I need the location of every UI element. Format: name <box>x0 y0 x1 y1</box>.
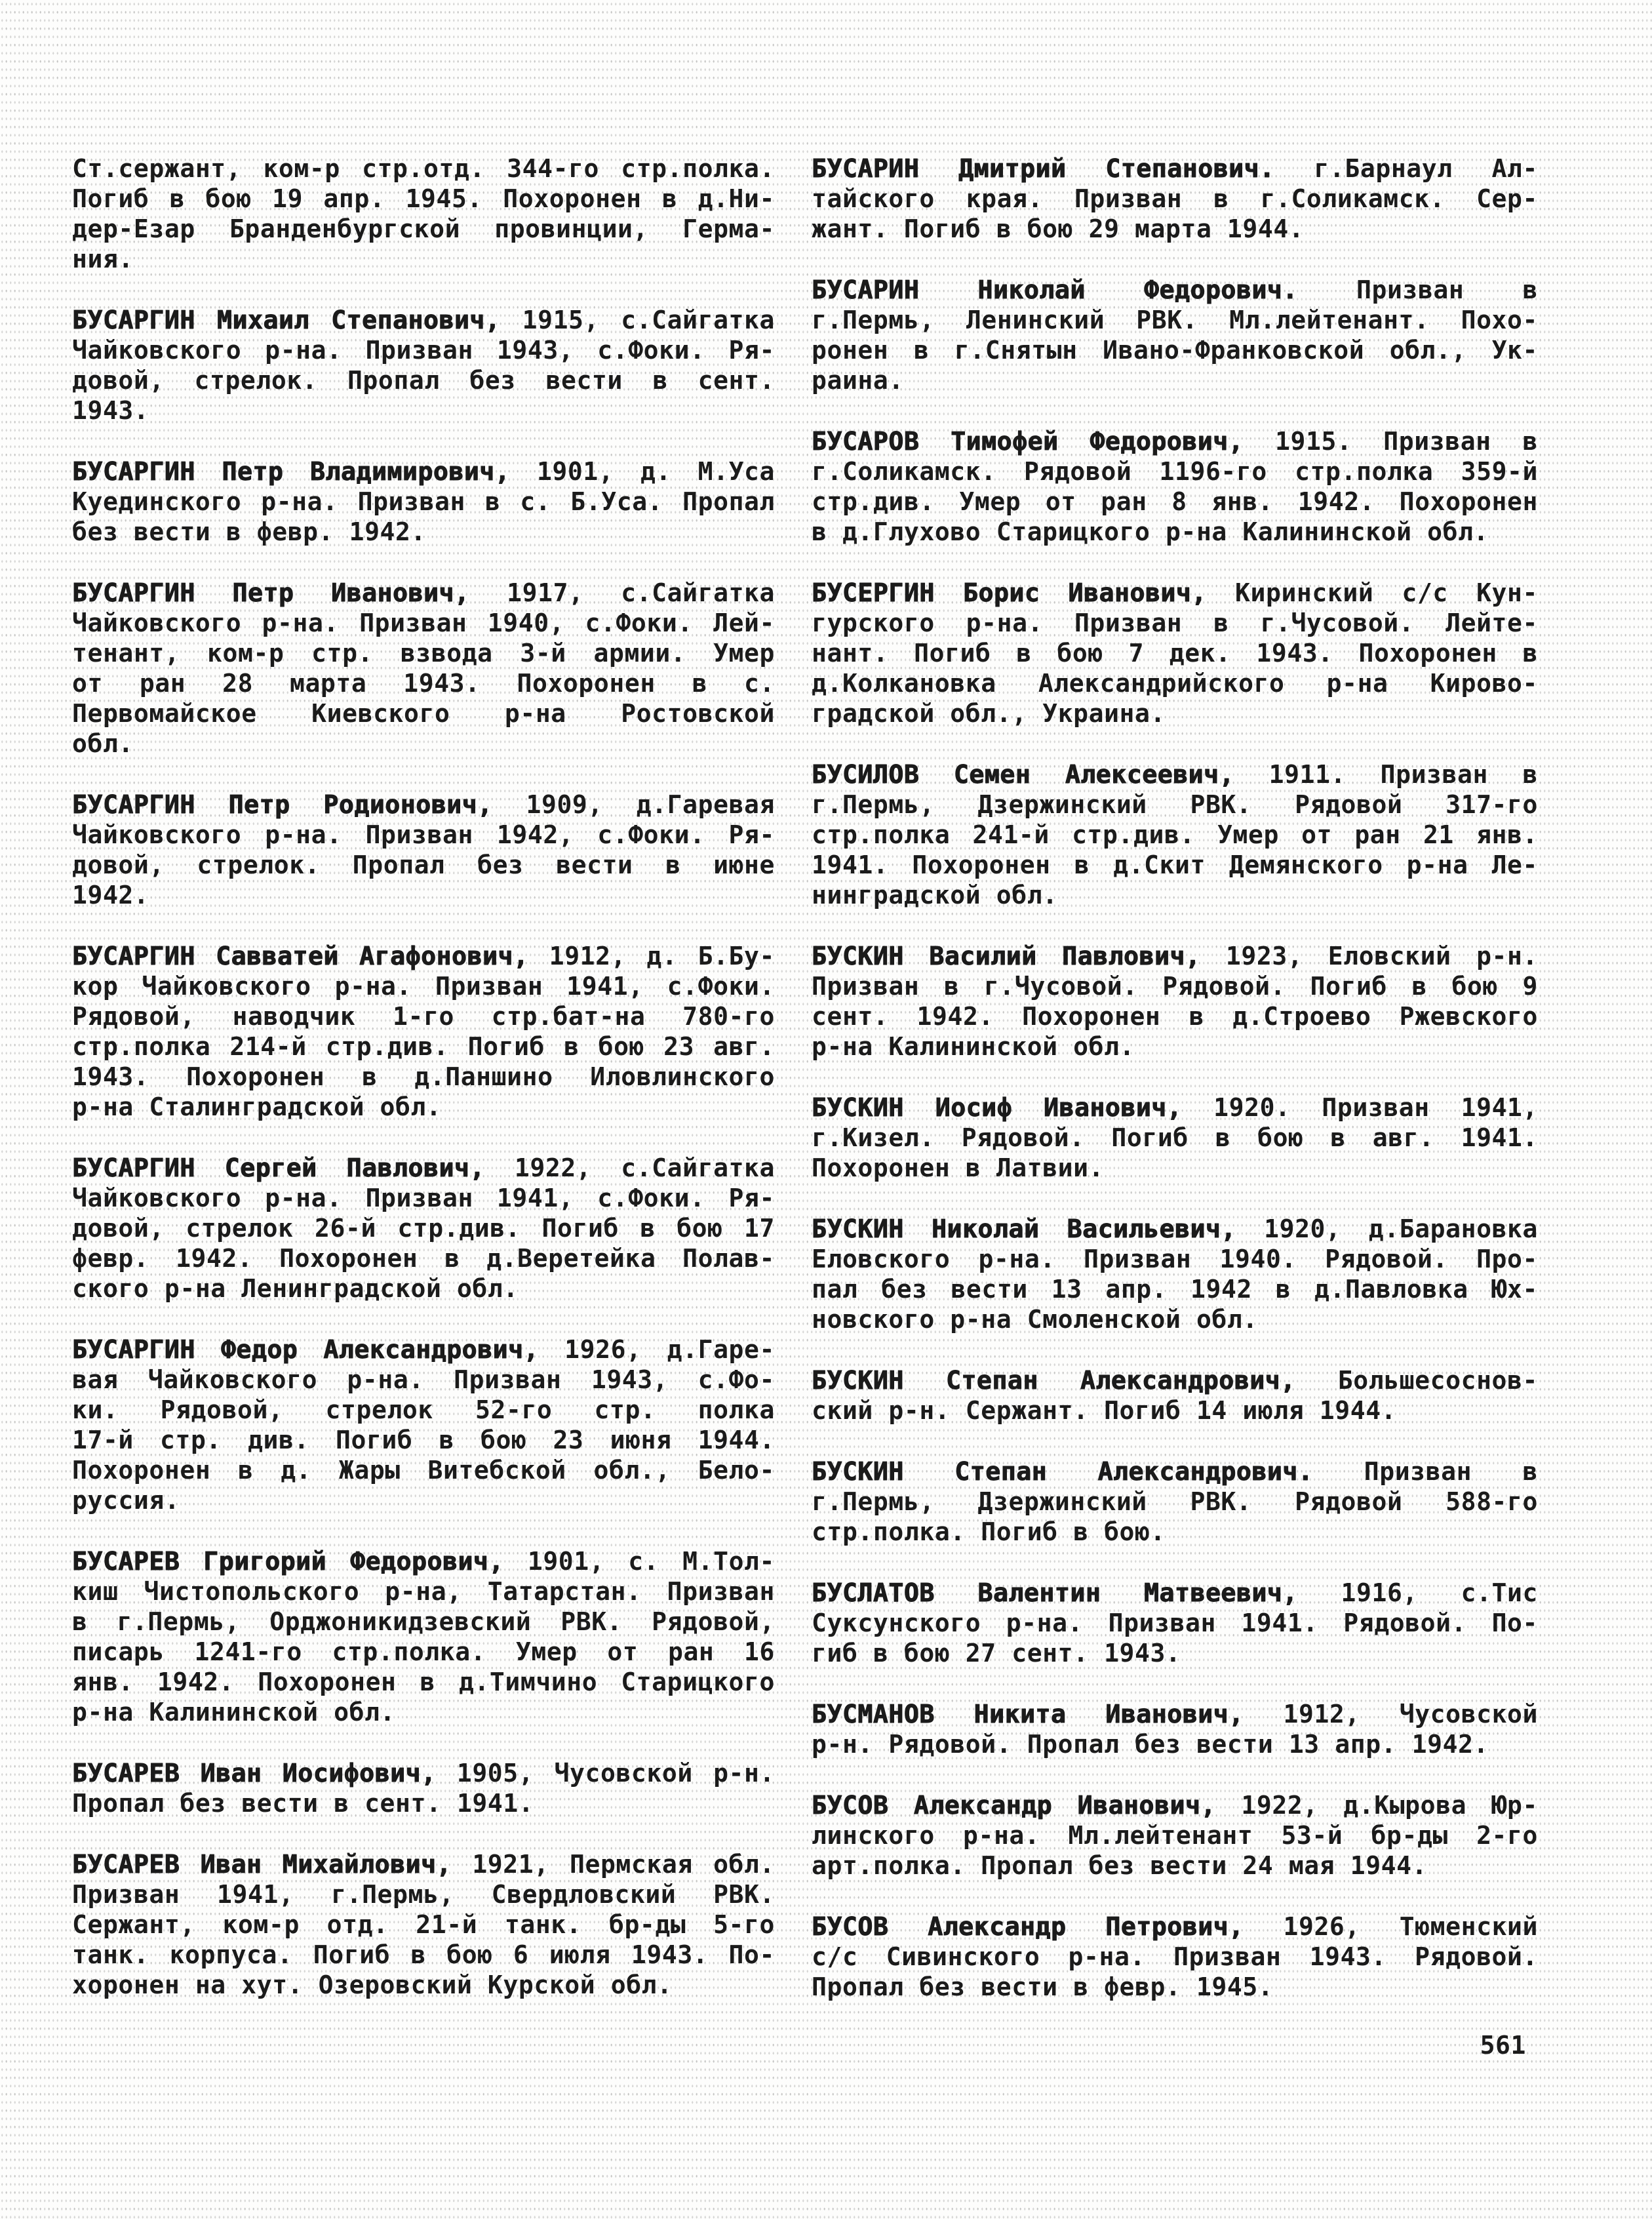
entry-line-text: 1923, Еловский р-н. <box>1200 942 1538 970</box>
memorial-entry <box>812 1790 1538 1881</box>
memorial-entry <box>812 1365 1538 1426</box>
entry-line <box>812 1790 1538 1820</box>
entry-line <box>812 578 1538 608</box>
entry-line: дер-Езар Бранденбургской провинции, Герма- <box>72 214 775 243</box>
entry-line: Чайковского р-на. Призван 1940, с.Фоки. Лей- <box>72 609 775 637</box>
entry-name: БУСОВ Александр Иванович, <box>812 1791 1216 1820</box>
entry-line-text: 1920. Призван 1941, <box>1182 1093 1539 1122</box>
entry-line: линского р-на. Мл.лейтенант 53-й бр-ды 2-го <box>812 1821 1538 1850</box>
memorial-entry <box>72 153 775 274</box>
entry-name: БУСКИН Николай Васильевич, <box>812 1214 1236 1243</box>
memorial-entry <box>812 1214 1538 1334</box>
entry-line: Еловского р-на. Призван 1940. Рядовой. Про- <box>812 1245 1538 1273</box>
entry-line <box>72 456 775 487</box>
entry-line-text: 1922, д.Кырова Юр- <box>1215 1791 1538 1820</box>
entry-line: февр. 1942. Похоронен в д.Веретейка Полав- <box>72 1244 775 1273</box>
entry-line: ния. <box>72 245 134 273</box>
entry-line: нант. Погиб в бою 7 дек. 1943. Похоронен в <box>812 639 1538 668</box>
entry-line: Сержант, ком-р отд. 21-й танк. бр-ды 5-го <box>72 1910 775 1939</box>
entry-line: сент. 1942. Похоронен в д.Строево Ржевского <box>812 1002 1538 1031</box>
entry-line: янв. 1942. Похоронен в д.Тимчино Старицкого <box>72 1668 775 1696</box>
entry-line <box>812 426 1538 456</box>
memorial-entry <box>72 456 775 547</box>
entry-line: арт.полка. Пропал без вести 24 мая 1944. <box>812 1851 1428 1880</box>
entry-name: БУСОВ Александр Петрович, <box>812 1912 1244 1941</box>
entry-line: г.Пермь, Дзержинский РВК. Рядовой 588-го <box>812 1487 1538 1516</box>
entry-line-text: Киринский с/с Кун- <box>1206 578 1538 607</box>
entry-line <box>72 1153 775 1183</box>
entry-line: ский р-н. Сержант. Погиб 14 июля 1944. <box>812 1396 1397 1425</box>
entry-line: писарь 1241-го стр.полка. Умер от ран 16 <box>72 1637 775 1666</box>
entry-name: БУСАРГИН Петр Родионович, <box>72 790 493 819</box>
entry-name: БУСАРЕВ Григорий Федорович, <box>72 1547 504 1576</box>
entry-name: БУСМАНОВ Никита Иванович, <box>812 1700 1244 1729</box>
memorial-entry <box>72 941 775 1122</box>
entry-name: БУСКИН Иосиф Иванович, <box>812 1093 1183 1122</box>
entry-line: пал без вести 13 апр. 1942 в д.Павловка Юх- <box>812 1275 1538 1304</box>
entry-line <box>812 1365 1538 1395</box>
entry-line: хоронен на хут. Озеровский Курской обл. <box>72 1970 673 1999</box>
entry-line: Погиб в бою 19 апр. 1945. Похоронен в д.Ни- <box>72 184 775 213</box>
entry-line-text: 1926, Тюменский <box>1244 1912 1538 1941</box>
entry-line <box>72 1758 775 1788</box>
entry-line-text: 1901, д. М.Уса <box>510 457 776 486</box>
entry-name: БУСАРИН Дмитрий Степанович. <box>812 154 1275 183</box>
entry-line: ского р-на Ленинградской обл. <box>72 1274 519 1303</box>
memorial-entry <box>72 305 775 426</box>
memorial-entry <box>812 1911 1538 2002</box>
memorial-entry <box>812 578 1538 729</box>
entry-name: БУСЛАТОВ Валентин Матвеевич, <box>812 1578 1298 1607</box>
entry-name: БУСАРГИН Федор Александрович, <box>72 1335 540 1364</box>
entry-line: Куединского р-на. Призван в с. Б.Уса. Пропал <box>72 487 775 516</box>
entry-line: киш Чистопольского р-на, Татарстан. Призван <box>72 1577 775 1606</box>
memorial-entry <box>72 1334 775 1515</box>
entry-line: новского р-на Смоленской обл. <box>812 1305 1258 1334</box>
entry-line: Суксунского р-на. Призван 1941. Рядовой. По- <box>812 1609 1538 1637</box>
entry-line: стр.полка. Погиб в бою. <box>812 1517 1166 1546</box>
entry-line: в д.Глухово Старицкого р-на Калининской обл. <box>812 517 1489 546</box>
page-number: 561 <box>1480 2031 1526 2060</box>
entry-line: гиб в бою 27 сент. 1943. <box>812 1639 1181 1668</box>
entry-line-text: Большесоснов- <box>1295 1366 1538 1395</box>
entry-line <box>812 1214 1538 1244</box>
entry-name: БУСАРЕВ Иван Михайлович, <box>72 1850 452 1879</box>
entry-line-text: г.Барнаул Ал- <box>1274 154 1538 183</box>
entry-line: гурского р-на. Призван в г.Чусовой. Лейте- <box>812 609 1538 637</box>
entry-line: д.Колкановка Александрийского р-на Кирово- <box>812 669 1538 698</box>
entry-line: Призван в г.Чусовой. Рядовой. Погиб в бою 9 <box>812 972 1538 1001</box>
left-text-column <box>72 153 775 2031</box>
entry-line: без вести в февр. 1942. <box>72 517 426 546</box>
entry-line: Ст.сержант, ком-р стр.отд. 344-го стр.полка. <box>72 154 775 183</box>
entry-line: р-на Калининской обл. <box>72 1698 396 1727</box>
entry-line: жант. Погиб в бою 29 марта 1944. <box>812 214 1305 243</box>
entry-line <box>72 1546 775 1576</box>
entry-line: градской обл., Украина. <box>812 699 1166 728</box>
entry-line-text: 1917, с.Сайгатка <box>469 578 775 607</box>
entry-line: 17-й стр. див. Погиб в бою 23 июня 1944. <box>72 1426 775 1454</box>
entry-line <box>812 941 1538 971</box>
entry-name: БУСАРОВ Тимофей Федорович, <box>812 427 1244 456</box>
memorial-entry <box>812 426 1538 547</box>
entry-name: БУСКИН Василий Павлович, <box>812 942 1201 970</box>
entry-name: БУСКИН Степан Александрович, <box>812 1366 1296 1395</box>
entry-line: г.Пермь, Дзержинский РВК. Рядовой 317-го <box>812 790 1538 819</box>
memorial-entry <box>72 1758 775 1818</box>
entry-line-text: 1905, Чусовской р-н. <box>436 1759 775 1788</box>
memorial-entry <box>72 1849 775 2000</box>
entry-line-text: 1911. Призван в <box>1234 760 1538 789</box>
right-text-column <box>812 153 1538 2033</box>
entry-line: Первомайское Киевского р-на Ростовской <box>72 699 775 728</box>
entry-line: р-н. Рядовой. Пропал без вести 13 апр. 1942. <box>812 1730 1489 1759</box>
entry-line: Призван 1941, г.Пермь, Свердловский РВК. <box>72 1880 775 1909</box>
memorial-entry <box>72 1546 775 1727</box>
entry-name: БУСАРИН Николай Федорович. <box>812 275 1298 304</box>
entry-name: БУСИЛОВ Семен Алексеевич, <box>812 760 1235 789</box>
memorial-entry <box>812 275 1538 395</box>
entry-line-text: Призван в <box>1313 1457 1538 1486</box>
entry-line: г.Пермь, Ленинский РВК. Мл.лейтенант. Похо- <box>812 306 1538 334</box>
entry-line: тайского края. Призван в г.Соликамск. Сер- <box>812 184 1538 213</box>
entry-line-text: 1901, с. М.Тол- <box>503 1547 775 1576</box>
entry-line: раина. <box>812 366 904 395</box>
entry-line: 1942. <box>72 881 149 910</box>
memorial-entry <box>812 1092 1538 1183</box>
entry-line: с/с Сивинского р-на. Призван 1943. Рядовой. <box>812 1942 1538 1971</box>
entry-line: от ран 28 марта 1943. Похоронен в с. <box>72 669 775 698</box>
entry-line: ронен в г.Снятын Ивано-Франковской обл., Ук- <box>812 336 1538 365</box>
entry-line <box>72 305 775 335</box>
entry-name: БУСАРГИН Михаил Степанович, <box>72 306 501 334</box>
entry-line <box>72 790 775 820</box>
entry-line-text: 1909, д.Гаревая <box>492 790 775 819</box>
entry-line: р-на Сталинградской обл. <box>72 1092 442 1121</box>
entry-line-text: 1920, д.Барановка <box>1236 1214 1538 1243</box>
memorial-entry <box>72 790 775 910</box>
memorial-entry <box>812 941 1538 1062</box>
entry-line <box>812 275 1538 305</box>
entry-line-text: 1916, с.Тис <box>1297 1578 1538 1607</box>
entry-line: кор Чайковского р-на. Призван 1941, с.Фоки. <box>72 972 775 1001</box>
entry-line: Чайковского р-на. Призван 1942, с.Фоки. Ря- <box>72 820 775 849</box>
entry-line-text: 1915, с.Сайгатка <box>500 306 775 334</box>
entry-line: обл. <box>72 729 134 758</box>
entry-line-text: 1921, Пермская обл. <box>452 1850 775 1879</box>
entry-line-text: 1912, д. Б.Бу- <box>528 942 775 970</box>
entry-line: Похоронен в д. Жары Витебской обл., Бело- <box>72 1456 775 1485</box>
memorial-entry <box>812 1456 1538 1547</box>
entry-line: довой, стрелок 26-й стр.див. Погиб в бою 17 <box>72 1214 775 1243</box>
entry-line: Похоронен в Латвии. <box>812 1153 1105 1182</box>
entry-line <box>72 1849 775 1879</box>
entry-line: вая Чайковского р-на. Призван 1943, с.Фо- <box>72 1365 775 1394</box>
entry-line: ки. Рядовой, стрелок 52-го стр. полка <box>72 1395 775 1424</box>
entry-line <box>812 1699 1538 1729</box>
memorial-entry <box>812 1699 1538 1759</box>
memorial-entry <box>72 578 775 759</box>
entry-line: Рядовой, наводчик 1-го стр.бат-на 780-го <box>72 1002 775 1031</box>
memorial-entry <box>812 1578 1538 1668</box>
entry-line <box>812 153 1538 184</box>
entry-name: БУСАРГИН Савватей Агафонович, <box>72 942 529 970</box>
entry-line: довой, стрелок. Пропал без вести в сент. <box>72 366 775 395</box>
entry-line: г.Кизел. Рядовой. Погиб в бою в авг. 1941. <box>812 1123 1538 1152</box>
entry-line: танк. корпуса. Погиб в бою 6 июля 1943. По- <box>72 1940 775 1969</box>
entry-line-text: Призван в <box>1297 275 1538 304</box>
entry-name: БУСКИН Степан Александрович. <box>812 1457 1314 1486</box>
entry-line <box>72 941 775 971</box>
entry-line <box>72 1334 775 1365</box>
entry-line: Чайковского р-на. Призван 1941, с.Фоки. Ря- <box>72 1184 775 1212</box>
entry-name: БУСЕРГИН Борис Иванович, <box>812 578 1207 607</box>
entry-line-text: 1915. Призван в <box>1244 427 1538 456</box>
entry-line: 1943. Похоронен в д.Паншино Иловлинского <box>72 1062 775 1091</box>
entry-line: 1941. Похоронен в д.Скит Демянского р-на Ле- <box>812 850 1538 879</box>
memorial-entry <box>812 153 1538 244</box>
entry-line: г.Соликамск. Рядовой 1196-го стр.полка 359-й <box>812 457 1538 486</box>
entry-line: стр.див. Умер от ран 8 янв. 1942. Похоронен <box>812 487 1538 516</box>
entry-line <box>812 759 1538 790</box>
entry-line: Пропал без вести в сент. 1941. <box>72 1789 534 1818</box>
entry-line <box>812 1092 1538 1123</box>
entry-line <box>812 1911 1538 1942</box>
entry-name: БУСАРГИН Петр Иванович, <box>72 578 470 607</box>
entry-name: БУСАРГИН Сергей Павлович, <box>72 1153 485 1182</box>
entry-line: Пропал без вести в февр. 1945. <box>812 1972 1274 2001</box>
entry-line <box>72 578 775 608</box>
entry-line: стр.полка 241-й стр.див. Умер от ран 21 янв. <box>812 820 1538 849</box>
entry-line-text: 1912, Чусовской <box>1244 1700 1538 1729</box>
entry-name: БУСАРЕВ Иван Иосифович, <box>72 1759 437 1788</box>
entry-line: 1943. <box>72 396 149 425</box>
entry-line: р-на Калининской обл. <box>812 1032 1135 1061</box>
entry-line: стр.полка 214-й стр.див. Погиб в бою 23 авг. <box>72 1032 775 1061</box>
entry-line: тенант, ком-р стр. взвода 3-й армии. Умер <box>72 639 775 668</box>
memorial-entry <box>72 1153 775 1304</box>
entry-line: Чайковского р-на. Призван 1943, с.Фоки. Ря- <box>72 336 775 365</box>
entry-line-text: 1922, с.Сайгатка <box>484 1153 776 1182</box>
entry-line: в г.Пермь, Орджоникидзевский РВК. Рядовой, <box>72 1607 775 1636</box>
entry-line-text: 1926, д.Гаре- <box>539 1335 775 1364</box>
memorial-entry <box>812 759 1538 910</box>
entry-line <box>812 1578 1538 1608</box>
entry-line: довой, стрелок. Пропал без вести в июне <box>72 850 775 879</box>
entry-line: нинградской обл. <box>812 881 1058 910</box>
entry-name: БУСАРГИН Петр Владимирович, <box>72 457 511 486</box>
entry-line: руссия. <box>72 1486 180 1515</box>
entry-line <box>812 1456 1538 1487</box>
